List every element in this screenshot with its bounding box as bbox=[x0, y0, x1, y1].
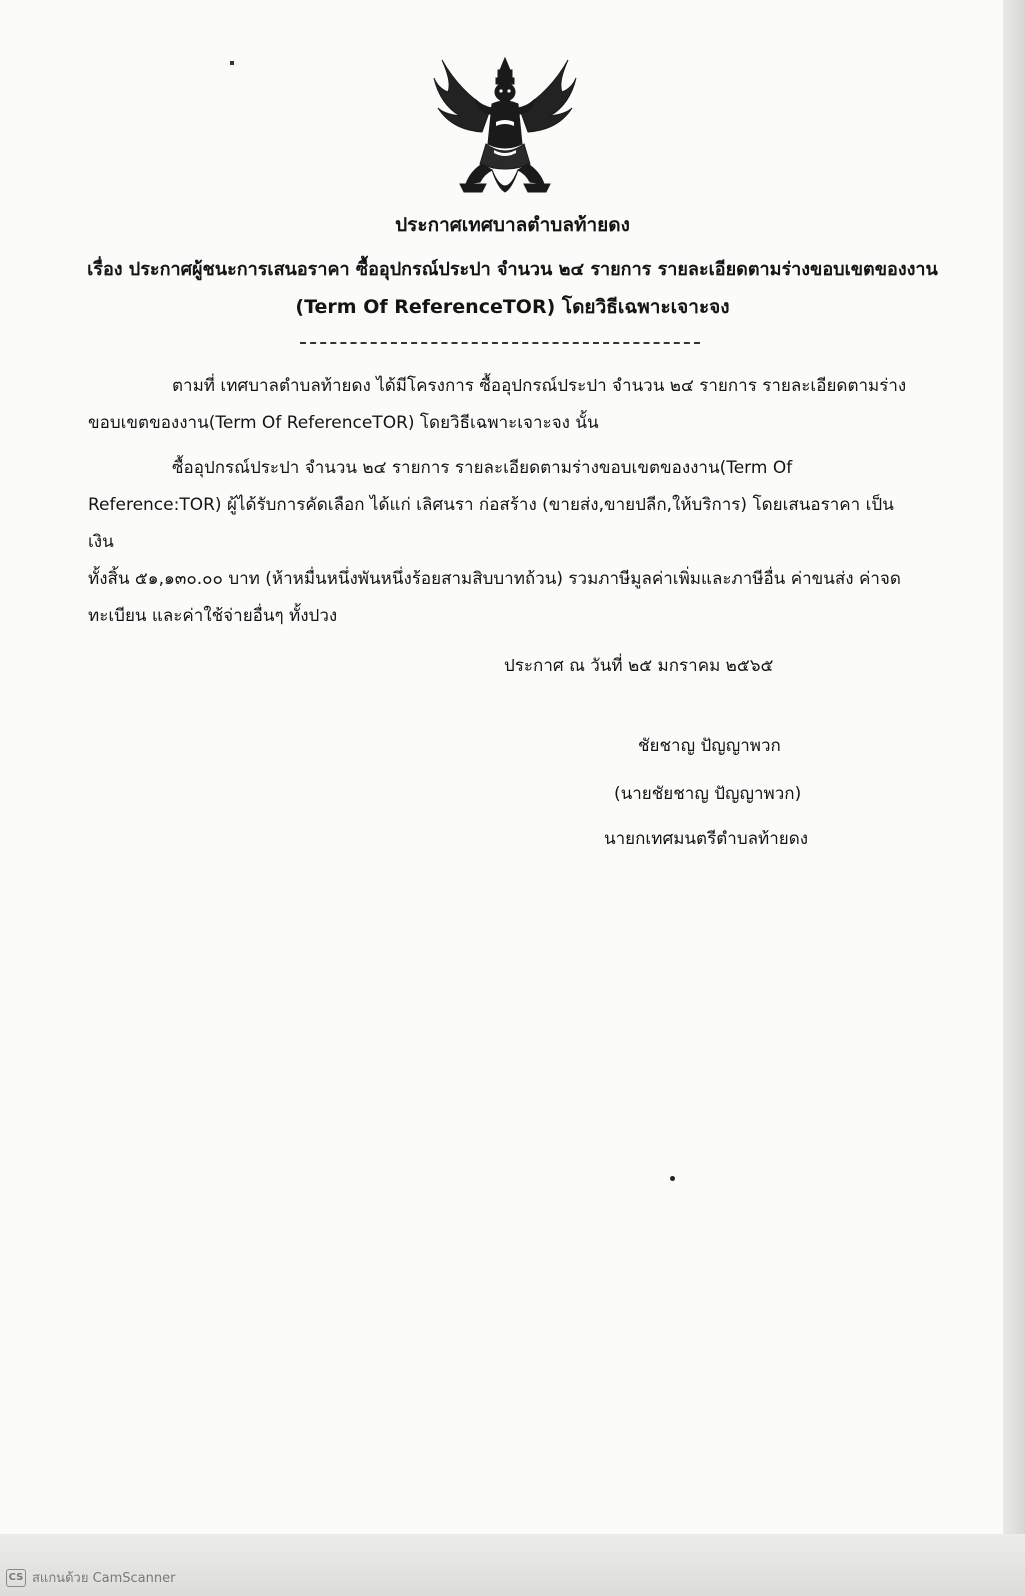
subject-line-2: (Term Of ReferenceTOR) โดยวิธีเฉพาะเจาะจง bbox=[295, 296, 730, 318]
signer-name: (นายชัยชาญ ปัญญาพวก) bbox=[614, 784, 802, 804]
paragraph-1 bbox=[88, 368, 918, 442]
document-heading: ประกาศเทศบาลตำบลท้ายดง bbox=[395, 214, 630, 236]
paragraph-1-line-2: ขอบเขตของงาน(Term Of ReferenceTOR) โดยวิธีเฉพาะเจาะจง นั้น bbox=[88, 413, 599, 433]
watermark-text: สแกนด้วย CamScanner bbox=[32, 1571, 176, 1586]
camscanner-logo-icon: CS bbox=[6, 1569, 26, 1587]
paragraph-2-line-3: ทั้งสิ้น ๕๑,๑๓๐.๐๐ บาท (ห้าหมื่นหนึ่งพันหนึ่งร้อยสามสิบบาทถ้วน) รวมภาษีมูลค่าเพิ่มและภาษีอื่น ค่าขนส่ง ค่าจด bbox=[88, 569, 901, 589]
paragraph-2-line-4: ทะเบียน และค่าใช้จ่ายอื่นๆ ทั้งปวง bbox=[88, 606, 338, 626]
announcement-date: ประกาศ ณ วันที่ ๒๕ มกราคม ๒๕๖๕ bbox=[504, 656, 774, 676]
signature: ชัยชาญ ปัญญาพวก bbox=[638, 736, 781, 756]
subject-line-1: เรื่อง ประกาศผู้ชนะการเสนอราคา ซื้ออุปกรณ์ประปา จำนวน ๒๔ รายการ รายละเอียดตามร่างขอบเขตของงาน bbox=[87, 259, 938, 280]
camscanner-watermark bbox=[6, 1567, 175, 1588]
paragraph-2-line-2: Reference:TOR) ผู้ได้รับการคัดเลือก ได้แก่ เลิศนรา ก่อสร้าง (ขายส่ง,ขายปลีก,ให้บริการ) โดยเสนอราคา เป็นเงิน bbox=[88, 495, 894, 552]
paragraph-2-line-1: ซื้ออุปกรณ์ประปา จำนวน ๒๔ รายการ รายละเอียดตามร่างขอบเขตของงาน(Term Of bbox=[172, 458, 793, 478]
separator-rule bbox=[300, 342, 700, 344]
signer-title: นายกเทศมนตรีตำบลท้ายดง bbox=[604, 829, 809, 849]
paragraph-1-line-1: ตามที่ เทศบาลตำบลท้ายดง ได้มีโครงการ ซื้ออุปกรณ์ประปา จำนวน ๒๔ รายการ รายละเอียดตามร่าง bbox=[172, 376, 907, 396]
scan-speck bbox=[670, 1176, 675, 1181]
scan-speck bbox=[230, 61, 234, 65]
paragraph-2 bbox=[88, 450, 918, 635]
garuda-emblem-icon bbox=[430, 52, 580, 202]
